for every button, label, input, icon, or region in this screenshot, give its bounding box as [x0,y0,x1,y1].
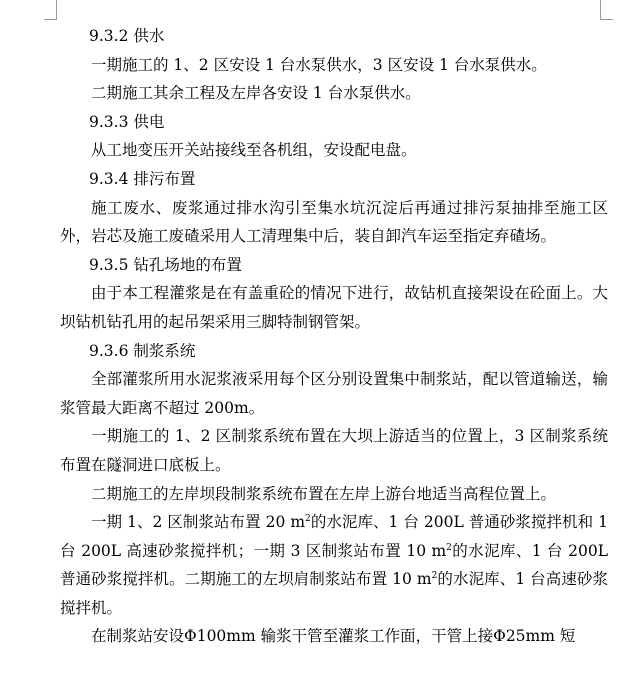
margin-mark-top-right [600,0,601,20]
paragraph: 一期施工的 1、2 区制浆系统布置在大坝上游适当的位置上，3 区制浆系统布置在隧洞进口底板上。 [60,427,608,474]
superscript: 2 [305,514,311,525]
paragraph: 一期施工的 1、2 区安设 1 台水泵供水，3 区安设 1 台水泵供水。 [91,55,547,74]
paragraph [60,508,608,622]
text-run: 的水泥库、1 台 200L 普通砂浆搅拌机和 1 台 200L 高速砂浆搅拌机；一期 3 区制浆站布置 10 m [60,513,608,560]
document-body [60,22,608,651]
text-run: 的水泥库、1 台 200L 普通砂浆搅拌机。二期施工的左坝肩制浆站布置 10 m [60,541,608,589]
margin-mark-top-left [56,0,57,20]
margin-mark-top-left-h [44,19,56,20]
paragraph: 二期施工的左岸坝段制浆系统布置在左岸上游台地适当高程位置上。 [91,484,557,503]
margin-mark-top-right-h [601,19,613,20]
paragraph: 全部灌浆所用水泥浆液采用每个区分别设置集中制浆站，配以管道输送，输浆管最大距离不超过 200m。 [60,370,608,417]
section-heading-9-3-3: 9.3.3 供电 [89,112,165,131]
paragraph: 施工废水、废浆通过排水沟引至集水坑沉淀后再通过排污泵抽排至施工区外，岩芯及施工废碴采用人工清理集中后，装自卸汽车运至指定弃碴场。 [60,198,608,246]
text-run: 一期 1、2 区制浆站布置 20 m [91,513,306,532]
paragraph: 由于本工程灌浆是在有盖重砼的情况下进行，故钻机直接架设在砼面上。大坝钻机钻孔用的起吊架采用三脚特制钢管架。 [60,284,608,331]
paragraph: 二期施工其余工程及左岸各安设 1 台水泵供水。 [91,84,421,103]
section-heading-9-3-2: 9.3.2 供水 [89,27,165,45]
text-run: 的水泥库、1 台高速砂浆搅拌机。 [60,570,609,617]
superscript: 2 [431,571,438,582]
paragraph: 在制浆站安设Φ100mm 输浆干管至灌浆工作面，干管上接Φ25mm 短 [91,627,576,646]
paragraph: 从工地变压开关站接线至各机组，安设配电盘。 [91,141,417,160]
superscript: 2 [446,542,452,553]
section-heading-9-3-6: 9.3.6 制浆系统 [89,341,196,360]
section-heading-9-3-4: 9.3.4 排污布置 [89,169,196,188]
section-heading-9-3-5: 9.3.5 钻孔场地的布置 [89,255,242,274]
